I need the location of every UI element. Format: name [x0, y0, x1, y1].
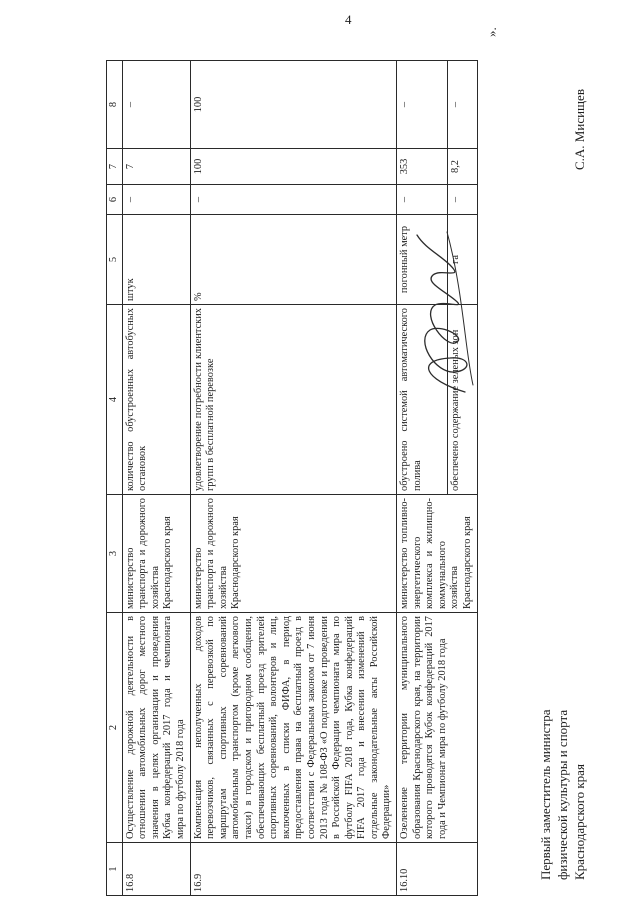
signatory-name: С.А. Мисищев — [572, 89, 587, 170]
table-row — [122, 61, 190, 896]
event-description: Озеленение территории муниципального образования Краснодарского края, на территории которого проводятся Кубок конфедераций 2017 года и Чемпионат мира по футболу 2018 года — [397, 613, 478, 843]
handwritten-signature — [395, 225, 485, 400]
row-number: 16.9 — [190, 843, 397, 896]
event-description: Осуществление дорожной деятельности в отношении автомобильных дорог местного значения в целях организации и проведения Кубка конфедераций 2017 года и чемпионата мира по футболу 2018 года — [122, 613, 190, 843]
closing-quote-mark: ». — [484, 27, 499, 37]
table-row — [397, 61, 448, 896]
header-cell: 7 — [107, 149, 123, 185]
indicator: удовлетворение потребности клиентских групп в бесплатной перевозке — [190, 305, 397, 495]
unit: га — [447, 215, 477, 305]
unit: % — [190, 215, 397, 305]
header-cell: 2 — [107, 613, 123, 843]
executor: министерство топливно-энергетического комплекса и жилищно-коммунального хозяйства Краснодарского края — [397, 495, 478, 613]
signatory-position — [537, 710, 588, 880]
value-col7: 7 — [122, 149, 190, 185]
value-col6: – — [190, 185, 397, 215]
value-col6: – — [397, 185, 448, 215]
indicator: обеспечено содержание зеленых зон — [447, 305, 477, 495]
unit: погонный метр — [397, 215, 448, 305]
value-col6: – — [447, 185, 477, 215]
header-cell: 4 — [107, 305, 123, 495]
value-col8: – — [122, 61, 190, 149]
executor: министерство транспорта и дорожного хозяйства Краснодарского края — [122, 495, 190, 613]
row-number: 16.8 — [122, 843, 190, 896]
table-header-row — [107, 61, 123, 896]
table-row — [190, 61, 397, 896]
indicator: количество обустроенных автобусных остановок — [122, 305, 190, 495]
value-col8: 100 — [190, 61, 397, 149]
header-cell: 5 — [107, 215, 123, 305]
value-col8: – — [447, 61, 477, 149]
signatory-position-line: физической культуры и спорта — [555, 709, 570, 880]
row-number: 16.10 — [397, 843, 478, 896]
value-col6: – — [122, 185, 190, 215]
page-number: 4 — [345, 12, 352, 27]
header-cell: 1 — [107, 843, 123, 896]
value-col8: – — [397, 61, 448, 149]
signatory-position-line: Краснодарского края — [572, 764, 587, 880]
header-cell: 3 — [107, 495, 123, 613]
unit: штук — [122, 215, 190, 305]
executor: министерство транспорта и дорожного хозяйства Краснодарского края — [190, 495, 397, 613]
measures-table — [106, 60, 478, 896]
value-col7: 353 — [397, 149, 448, 185]
value-col7: 8,2 — [447, 149, 477, 185]
indicator: обустроено системой автоматического полива — [397, 305, 448, 495]
event-description: Компенсация неполученных доходов перевозчиков, связанных с перевозкой по маршрутам спортивных соревнований автомобильным транспортом (кроме легкового такси) в городском и пригородном сообщении, обеспечивающих бесплатный проезд зрителей спортивных соревнований, волонтеров и лиц, включенных в списки ФИФА, в период предоставления права на бесплатный проезд в соответствии с Федеральным законом от 7 июня 2013 года № 108-ФЗ «О подготовке и проведении в Российской Федерации чемпионата мира по футболу FIFA 2018 года, Кубка конфедераций FIFA 2017 года и внесении изменений в отдельные законодательные акты Российской Федерации» — [190, 613, 397, 843]
value-col7: 100 — [190, 149, 397, 185]
header-cell: 8 — [107, 61, 123, 149]
header-cell: 6 — [107, 185, 123, 215]
signatory-position-line: Первый заместитель министра — [538, 709, 553, 880]
